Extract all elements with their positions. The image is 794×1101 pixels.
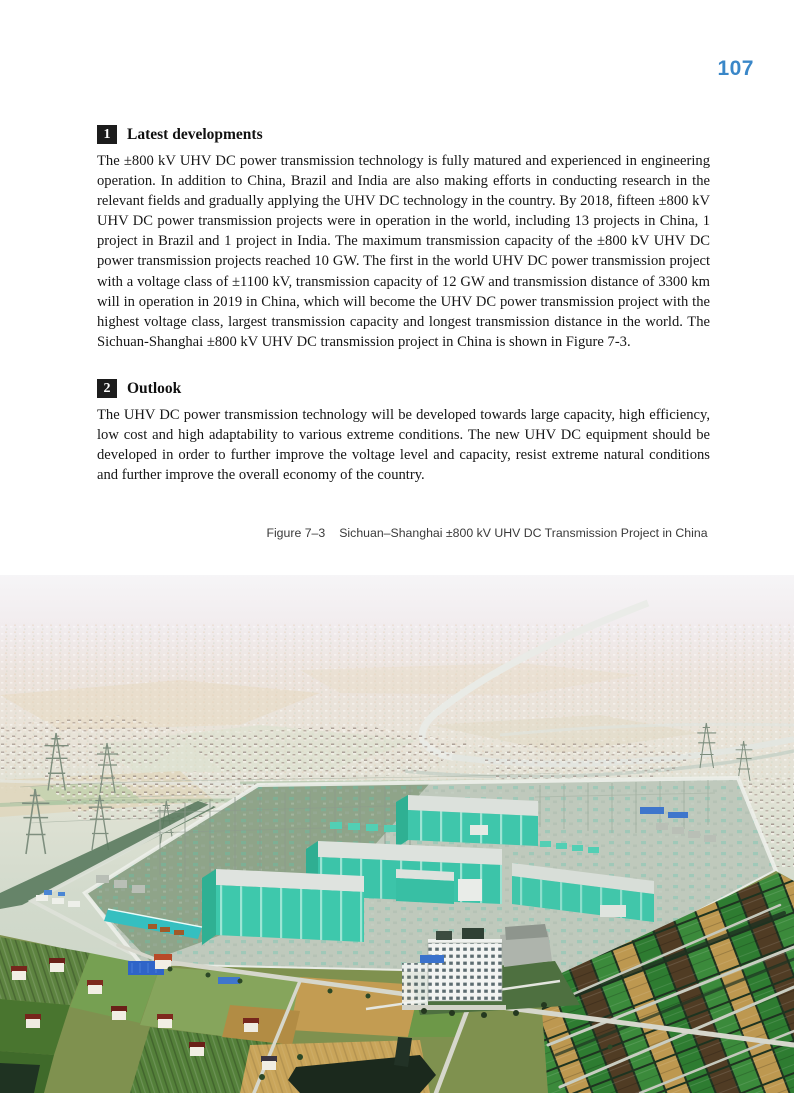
section-heading bbox=[97, 125, 710, 144]
section-latest-developments bbox=[97, 125, 710, 352]
section-heading bbox=[97, 379, 710, 398]
section-body-text: The UHV DC power transmission technology will be developed towards large capacity, high efficiency, low cost and high adaptability to various extreme conditions. The new UHV DC equipment should be developed in order to further improve the voltage level and capacity, resist extreme natural conditions and further improve the overall economy of the country. bbox=[97, 407, 710, 484]
figure-caption bbox=[180, 526, 794, 540]
section-body-text: The ±800 kV UHV DC power transmission technology is fully matured and experienced in engineering operation. In addition to China, Brazil and India are also making efforts in conducting research in the relevant fields and gradually applying the UHV DC technology in the country. By 2018, fifteen ±800 kV UHV DC power transmission projects were in operation in the world, including 13 projects in China, 1 project in Brazil and 1 project in India. The maximum transmission capacity of the ±800 kV UHV DC power transmission projects reached 10 GW. The first in the world UHV DC power transmission project with a voltage class of ±1100 kV, transmission capacity of 12 GW and transmission distance of 3300 km will in operation in 2019 in China, which will become the UHV DC power transmission project with the highest voltage class, largest transmission capacity and longest transmission distance in the world. The Sichuan-Shanghai ±800 kV UHV DC transmission project in China is shown in Figure 7-3. bbox=[97, 153, 710, 350]
section-title: Latest developments bbox=[127, 125, 263, 143]
section-outlook bbox=[97, 379, 710, 485]
figure-caption-title: Sichuan–Shanghai ±800 kV UHV DC Transmission Project in China bbox=[339, 526, 708, 540]
converter-station-aerial-photo bbox=[0, 575, 794, 1093]
section-number-badge: 1 bbox=[97, 125, 117, 144]
figure-caption-label: Figure 7–3 bbox=[266, 526, 326, 540]
section-title: Outlook bbox=[127, 379, 182, 397]
section-number-badge: 2 bbox=[97, 379, 117, 398]
page-number: 107 bbox=[717, 57, 754, 80]
